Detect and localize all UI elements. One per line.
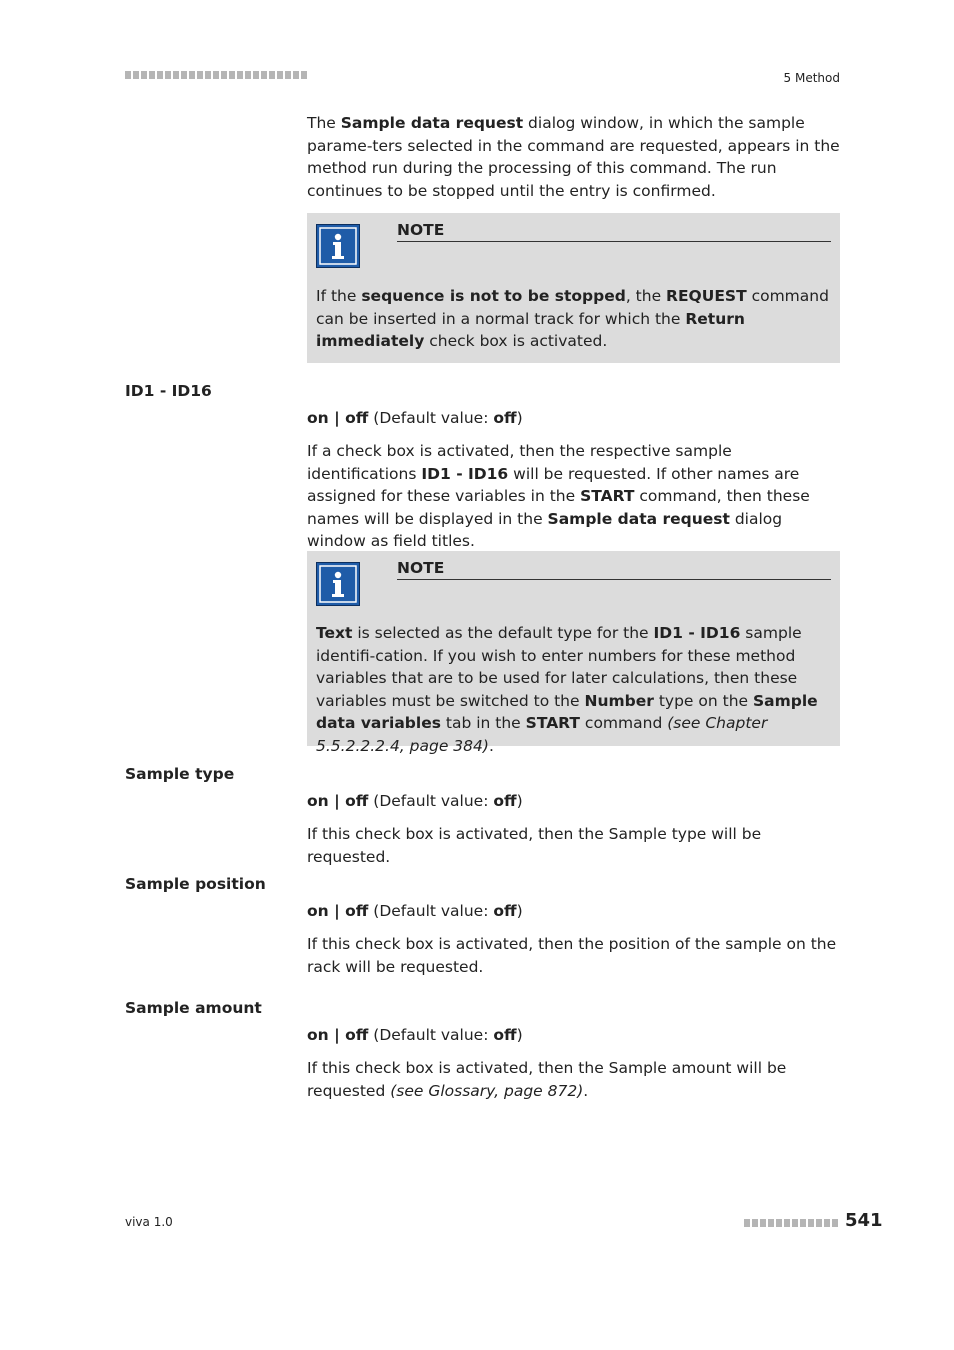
intro-paragraph: The Sample data request dialog window, in which the sample parame-ters selected in the command are requested, appears in the method run during the processing of this command. The run continues to be stopped until the entry is confirmed. <box>307 114 840 200</box>
info-icon <box>316 562 360 606</box>
note-body: Text is selected as the default type for the ID1 - ID16 sample identifi-cation. If you wish to enter numbers for these method variables that are to be used for later calculations, then these variables must be switched to the Number type on the Sample data variables tab in the START command (see Chapter 5.5.2.2.2.4, page 384). <box>316 624 818 755</box>
note-title: NOTE <box>397 559 831 580</box>
footer-product: viva 1.0 <box>125 1215 173 1229</box>
term-sample-position: Sample position <box>125 875 266 893</box>
note-box <box>307 213 840 363</box>
note-title: NOTE <box>397 221 831 242</box>
sample-position-description: If this check box is activated, then the position of the sample on the rack will be requested. <box>307 935 837 976</box>
default-value-line: on | off (Default value: off) <box>307 902 523 920</box>
sample-amount-description: If this check box is activated, then the Sample amount will be requested (see Glossary, page 872). <box>307 1059 787 1100</box>
default-value-line: on | off (Default value: off) <box>307 1026 523 1044</box>
note-box <box>307 551 840 755</box>
header-section-title: 5 Method <box>783 71 840 85</box>
footer-decoration <box>744 1219 840 1227</box>
default-value-line: on | off (Default value: off) <box>307 409 523 427</box>
info-icon <box>316 224 360 268</box>
term-id1-id16: ID1 - ID16 <box>125 382 212 400</box>
term-sample-amount: Sample amount <box>125 999 262 1017</box>
id-description: If a check box is activated, then the respective sample identifications ID1 - ID16 will be requested. If other names are assigned for these variables in the START command, then these names will be displayed in the Sample data request dialog window as field titles. <box>307 442 810 550</box>
page-number: 541 <box>845 1210 883 1231</box>
note-body: If the sequence is not to be stopped, the REQUEST command can be inserted in a normal track for which the Return immediately check box is activated. <box>316 287 829 350</box>
sample-type-description: If this check box is activated, then the Sample type will be requested. <box>307 825 762 866</box>
term-sample-type: Sample type <box>125 765 235 783</box>
default-value-line: on | off (Default value: off) <box>307 792 523 810</box>
header-decoration <box>125 71 307 79</box>
